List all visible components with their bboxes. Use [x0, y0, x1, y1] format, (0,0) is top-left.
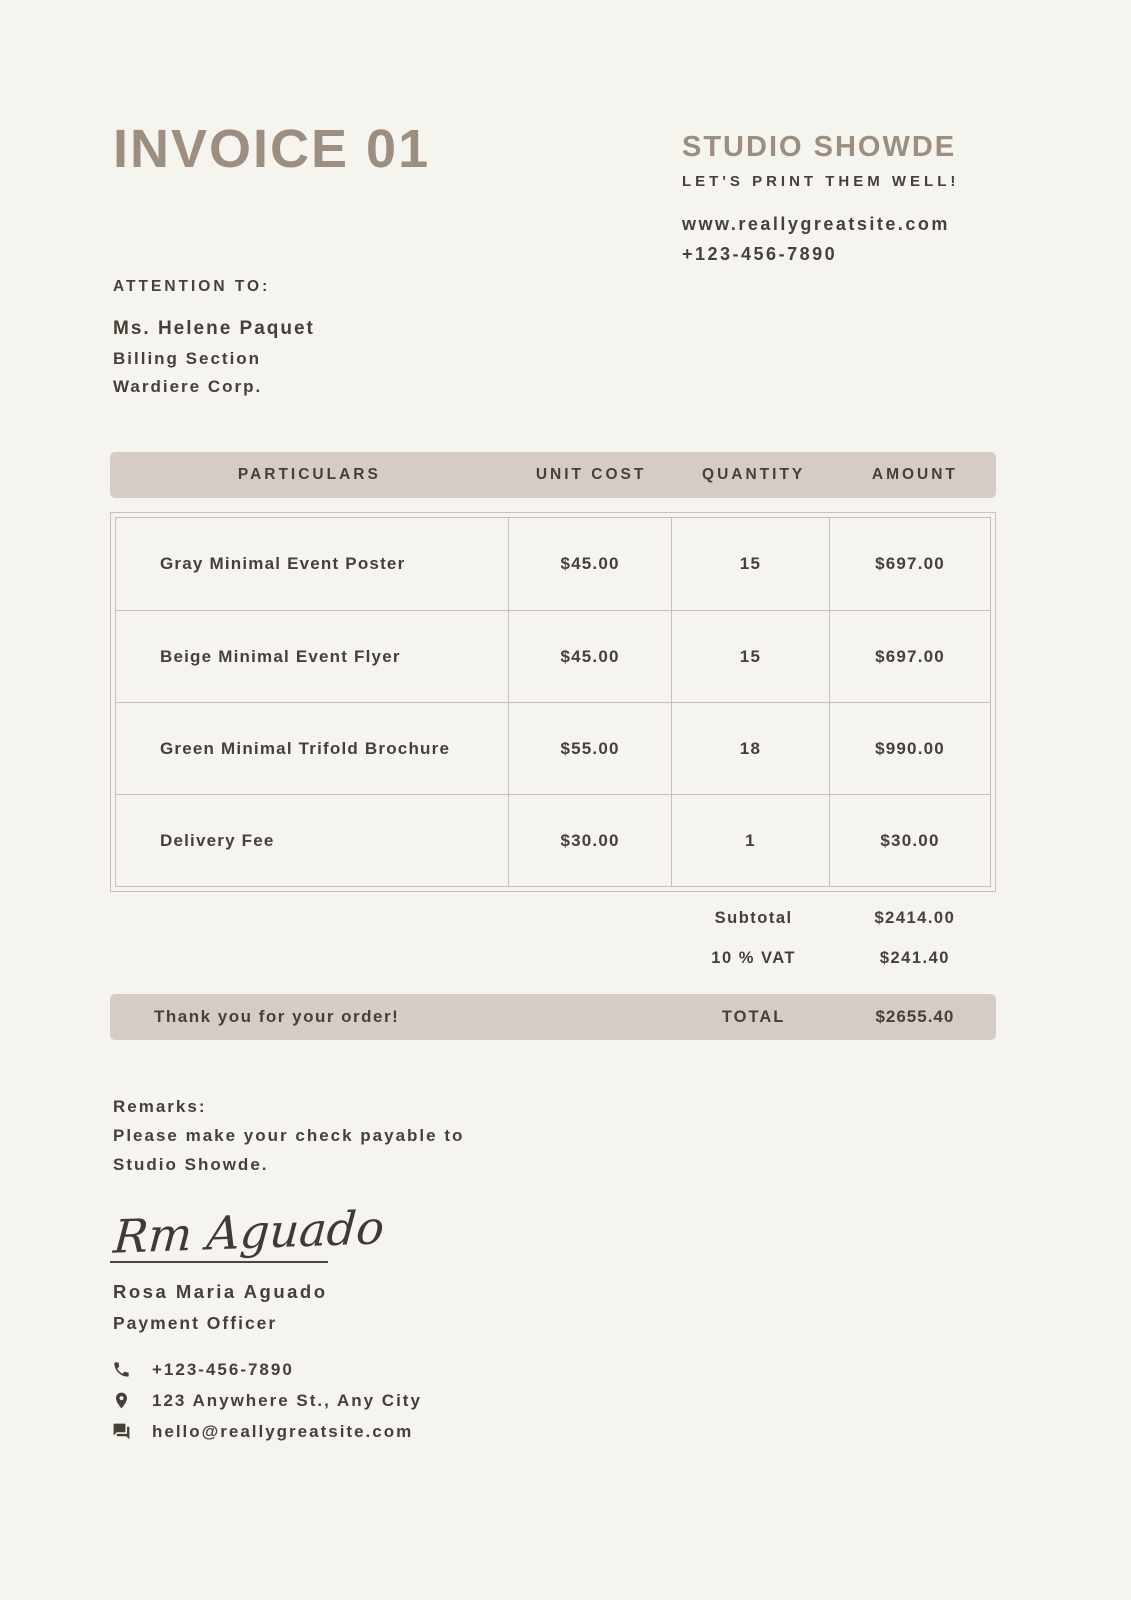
- cell-particulars: Beige Minimal Event Flyer: [116, 611, 509, 703]
- column-header-amount: AMOUNT: [871, 466, 958, 483]
- company-phone: +123-456-7890: [682, 244, 838, 264]
- attention-block: [113, 278, 315, 397]
- cell-quantity: 18: [672, 703, 830, 795]
- subtotal-row: [110, 898, 996, 938]
- chat-icon: [112, 1422, 132, 1442]
- cell-unit-cost: $45.00: [509, 611, 672, 703]
- remarks-label: Remarks:: [113, 1097, 207, 1116]
- remarks-line-2: Studio Showde.: [113, 1155, 269, 1174]
- column-header-quantity: QUANTITY: [702, 466, 806, 483]
- contact-phone: +123-456-7890: [152, 1360, 294, 1379]
- signature-block: [110, 1200, 387, 1334]
- table-body: [115, 517, 991, 887]
- cell-amount: $30.00: [880, 831, 940, 850]
- total-label: TOTAL: [721, 1007, 786, 1026]
- contact-phone-row: [112, 1360, 422, 1380]
- remarks-line-1: Please make your check payable to: [113, 1126, 465, 1145]
- cell-particulars: Green Minimal Trifold Brochure: [116, 703, 509, 795]
- table-row: [116, 518, 990, 610]
- attention-name: Ms. Helene Paquet: [113, 318, 315, 339]
- subtotal-value: $2414.00: [874, 908, 956, 927]
- contact-address: 123 Anywhere St., Any City: [152, 1391, 422, 1410]
- cell-unit-cost: $45.00: [509, 518, 672, 610]
- table-row: [116, 610, 990, 702]
- cell-unit-cost: $30.00: [509, 795, 672, 887]
- cell-particulars: Gray Minimal Event Poster: [116, 518, 509, 610]
- cell-quantity: 15: [672, 518, 830, 610]
- phone-icon: [112, 1360, 132, 1380]
- contact-email-row: [112, 1422, 422, 1442]
- attention-company: Wardiere Corp.: [113, 377, 263, 396]
- invoice-table: [110, 452, 996, 1040]
- page-title: INVOICE 01: [113, 119, 431, 179]
- vat-row: [110, 938, 996, 978]
- column-header-unit-cost: UNIT COST: [535, 466, 647, 483]
- company-name: STUDIO SHOWDE: [682, 131, 957, 163]
- subtotal-label: Subtotal: [714, 908, 793, 927]
- signer-title: Payment Officer: [113, 1313, 278, 1333]
- table-header-band: [110, 452, 996, 498]
- cell-amount: $697.00: [875, 647, 945, 666]
- vat-value: $241.40: [879, 948, 950, 967]
- cell-amount: $697.00: [875, 554, 945, 573]
- cell-particulars: Delivery Fee: [116, 795, 509, 887]
- company-website: www.reallygreatsite.com: [682, 214, 950, 234]
- total-band: [110, 994, 996, 1040]
- total-value: $2655.40: [875, 1007, 955, 1026]
- signer-name: Rosa Maria Aguado: [113, 1281, 328, 1302]
- table-row: [116, 702, 990, 794]
- signature-script: Rm Aguado: [111, 1200, 387, 1264]
- company-tagline: LET'S PRINT THEM WELL!: [682, 173, 960, 190]
- contact-block: [112, 1360, 422, 1453]
- location-icon: [112, 1391, 132, 1411]
- company-block: [682, 131, 959, 265]
- thank-you-message: Thank you for your order!: [154, 1007, 400, 1026]
- table-body-wrap: [110, 512, 996, 892]
- remarks-block: [113, 1097, 464, 1175]
- vat-label: 10 % VAT: [711, 948, 797, 967]
- cell-quantity: 1: [672, 795, 830, 887]
- cell-amount: $990.00: [875, 739, 945, 758]
- table-row: [116, 794, 990, 886]
- cell-quantity: 15: [672, 611, 830, 703]
- totals-summary: [110, 898, 996, 978]
- contact-address-row: [112, 1391, 422, 1411]
- attention-department: Billing Section: [113, 349, 262, 368]
- attention-label: ATTENTION TO:: [113, 278, 271, 295]
- column-header-particulars: PARTICULARS: [237, 466, 381, 483]
- contact-email: hello@reallygreatsite.com: [152, 1422, 414, 1441]
- cell-unit-cost: $55.00: [509, 703, 672, 795]
